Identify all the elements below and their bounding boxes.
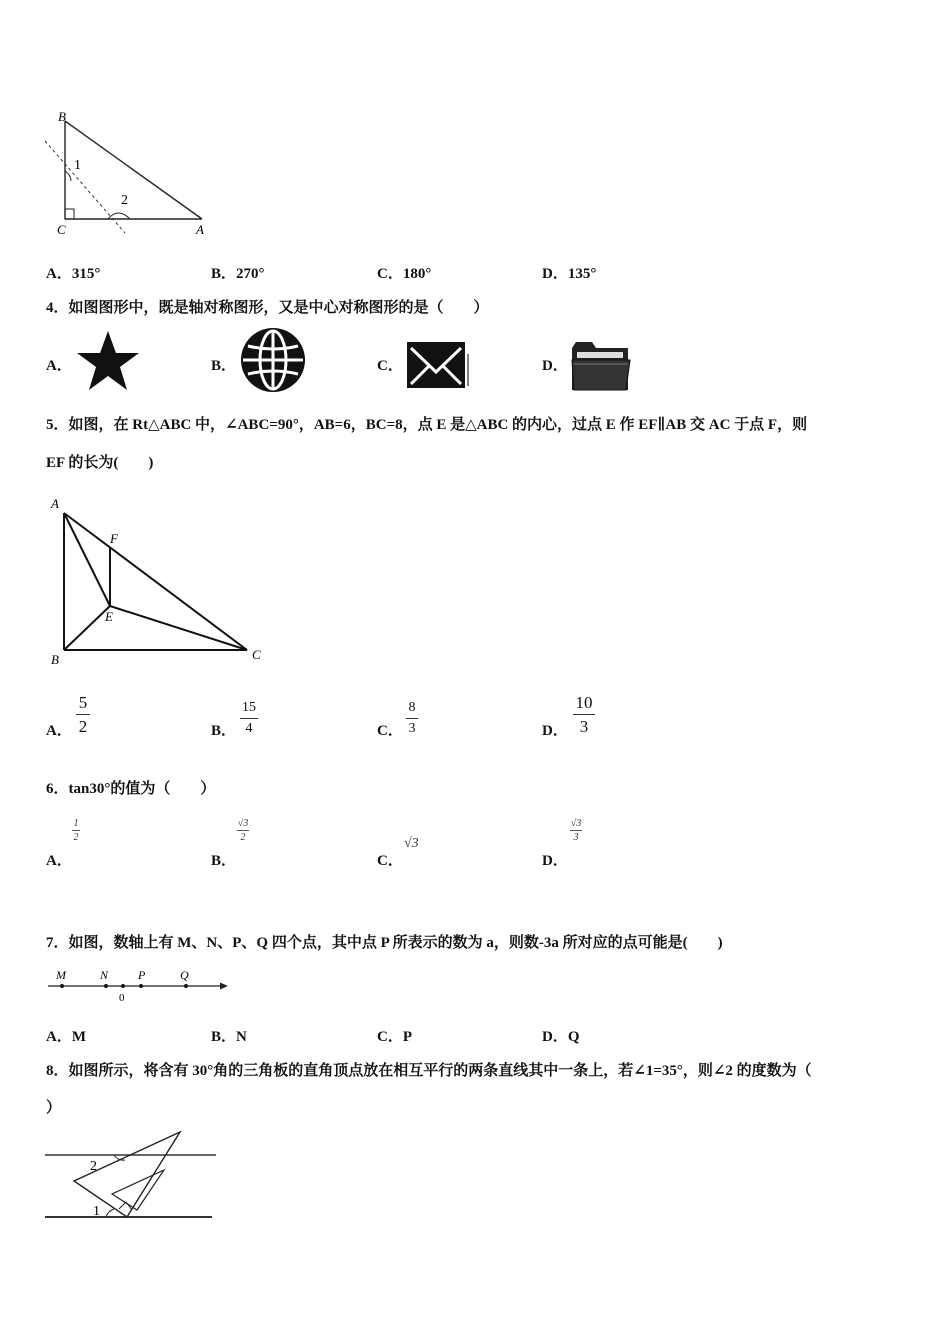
denominator: 2 — [78, 717, 88, 736]
label-B: B — [58, 109, 66, 124]
q7-option-d[interactable] — [542, 1025, 580, 1046]
q6-option-d-fraction[interactable] — [570, 818, 582, 843]
q6-option-c-letter[interactable]: C． — [377, 853, 403, 869]
q6-stem: 6．tan30°的值为（ ） — [46, 781, 216, 797]
fraction-bar — [573, 714, 595, 715]
option-letter: A． — [46, 266, 72, 282]
q5-option-b-fraction[interactable] — [240, 701, 258, 736]
q5-option-c-letter[interactable]: C． — [377, 723, 403, 739]
q4-option-b-letter[interactable]: B． — [211, 358, 237, 374]
denominator: 3 — [408, 721, 416, 736]
q7-option-c[interactable] — [377, 1025, 412, 1046]
angle-2-label: 2 — [90, 1159, 97, 1174]
label-Q: Q — [180, 968, 189, 982]
numerator: √3 — [237, 818, 249, 829]
q5-option-b-letter[interactable]: B． — [211, 723, 237, 739]
q5-option-a-fraction[interactable] — [76, 694, 90, 735]
fraction-bar — [76, 714, 90, 715]
q6-option-b-fraction[interactable] — [237, 818, 249, 843]
q6-option-a-fraction[interactable] — [72, 818, 80, 843]
label-F: F — [110, 531, 118, 546]
q7-stem: 7．如图，数轴上有 M、N、P、Q 四个点，其中点 P 所表示的数为 a，则数-3a 所对应的点可能是( ) — [46, 935, 723, 951]
q8-stem-line2: ） — [46, 1100, 62, 1116]
label-B: B — [51, 652, 59, 667]
q5-option-c-fraction[interactable] — [406, 701, 418, 736]
label-N: N — [100, 968, 109, 982]
option-letter: A． — [46, 1029, 72, 1045]
folder-icon[interactable] — [568, 334, 634, 396]
q8-figure — [42, 1126, 220, 1226]
fraction-bar — [72, 830, 80, 831]
option-letter: C． — [377, 1029, 403, 1045]
label-A: A — [51, 496, 59, 511]
q3-figure — [40, 105, 215, 240]
option-text: N — [236, 1029, 247, 1045]
fraction-bar — [406, 718, 418, 719]
option-text: 315° — [71, 266, 101, 282]
numerator: √3 — [570, 818, 582, 829]
denominator: 2 — [73, 832, 79, 843]
angle-1-label: 1 — [93, 1204, 100, 1219]
numerator: 5 — [78, 693, 88, 712]
q5-option-a-letter[interactable]: A． — [46, 723, 72, 739]
q5-stem-line2: EF 的长为( ) — [46, 455, 154, 471]
q3-option-b[interactable] — [211, 262, 265, 283]
angle-1-label: 1 — [74, 158, 81, 173]
label-A: A — [196, 222, 204, 237]
angle-2-label: 2 — [121, 193, 128, 208]
option-text: Q — [567, 1029, 580, 1045]
numerator: 8 — [408, 700, 416, 715]
star-icon[interactable] — [74, 327, 142, 395]
option-letter: B． — [211, 1029, 237, 1045]
denominator: 2 — [240, 832, 246, 843]
q6-option-a-letter[interactable]: A． — [46, 853, 72, 869]
label-M: M — [56, 968, 66, 982]
fraction-bar — [240, 718, 258, 719]
denominator: 3 — [573, 832, 579, 843]
q4-option-a-letter[interactable]: A． — [46, 358, 72, 374]
q4-option-d-letter[interactable]: D． — [542, 358, 568, 374]
globe-icon[interactable] — [238, 325, 308, 395]
q4-option-c-letter[interactable]: C． — [377, 358, 403, 374]
q5-option-d-letter[interactable]: D． — [542, 723, 568, 739]
denominator: 3 — [579, 717, 589, 736]
option-text: 270° — [236, 266, 265, 282]
label-P: P — [138, 968, 146, 982]
numerator: 1 — [73, 818, 79, 829]
q3-option-c[interactable] — [377, 262, 431, 283]
fraction-bar — [570, 830, 582, 831]
q3-option-a[interactable] — [46, 262, 100, 283]
denominator: 4 — [245, 721, 253, 736]
numerator: 10 — [575, 693, 593, 712]
q4-stem: 4．如图图形中，既是轴对称图形，又是中心对称图形的是（ ） — [46, 300, 489, 316]
label-zero: 0 — [119, 992, 125, 1004]
q6-option-b-letter[interactable]: B． — [211, 853, 237, 869]
option-text: M — [71, 1029, 87, 1045]
label-C: C — [252, 647, 261, 662]
option-text: 180° — [402, 266, 432, 282]
option-letter: C． — [377, 266, 403, 282]
number-line — [44, 964, 234, 1006]
q7-option-a[interactable] — [46, 1025, 86, 1046]
q6-option-c-value[interactable]: √3 — [404, 836, 419, 851]
option-letter: B． — [211, 266, 237, 282]
q8-stem-line1: 8．如图所示，将含有 30°角的三角板的直角顶点放在相互平行的两条直线其中一条上，若∠1=35°，则∠2 的度数为（ — [46, 1063, 812, 1079]
q3-option-d[interactable] — [542, 262, 596, 283]
label-E: E — [105, 609, 113, 624]
numerator: 15 — [242, 700, 256, 715]
q6-option-d-letter[interactable]: D． — [542, 853, 568, 869]
fraction-bar — [237, 830, 249, 831]
label-C: C — [57, 222, 66, 237]
arrow-right-icon — [220, 983, 228, 990]
q5-figure — [44, 493, 274, 673]
q5-option-d-fraction[interactable] — [573, 694, 595, 735]
option-letter: D． — [542, 266, 568, 282]
q7-option-b[interactable] — [211, 1025, 247, 1046]
envelope-icon[interactable] — [405, 334, 471, 394]
q5-stem-line1: 5．如图，在 Rt△ABC 中，∠ABC=90°，AB=6，BC=8，点 E 是△ABC 的内心，过点 E 作 EF∥AB 交 AC 于点 F，则 — [46, 417, 808, 433]
option-text: 135° — [567, 266, 597, 282]
option-text: P — [402, 1029, 413, 1045]
option-letter: D． — [542, 1029, 568, 1045]
